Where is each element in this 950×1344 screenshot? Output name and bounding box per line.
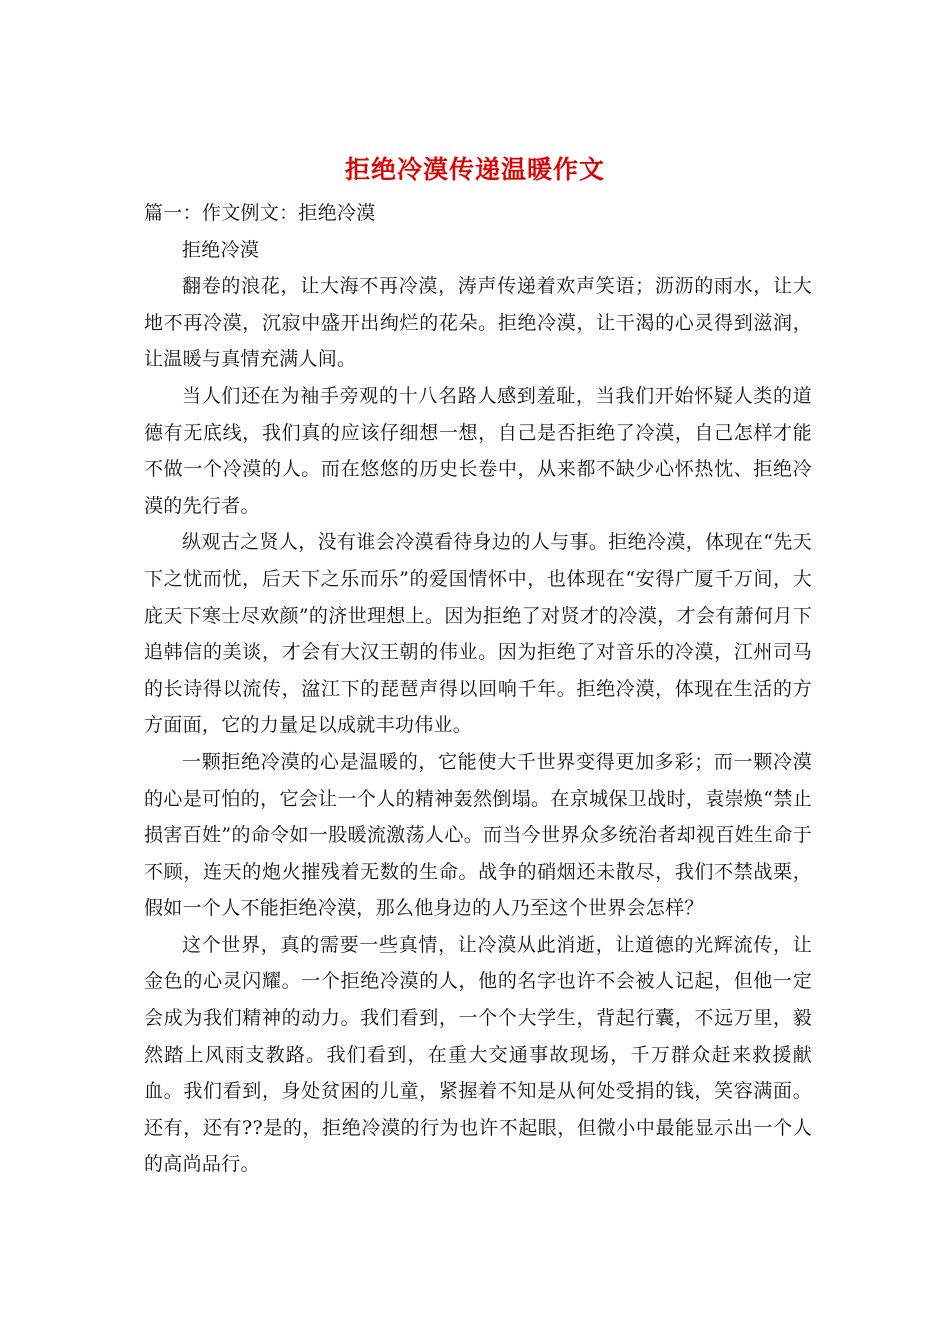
section-heading: 篇一：作文例文：拒绝冷漠 [144,202,376,224]
paragraph: 一颗拒绝冷漠的心是温暖的，它能使大千世界变得更加多彩；而一颗冷漠的心是可怕的，它会让一个人的精神轰然倒塌。在京城保卫战时，袁崇焕“禁止损害百姓”的命令如一股暖流激荡人心。而当今世界众多统治者却视百姓生命于不顾，连天的炮火摧残着无数的生命。战争的硝烟还未散尽，我们不禁战栗，假如一个人不能拒绝冷漠，那么他身边的人乃至这个世界会怎样？ [144,750,812,920]
paragraph: 纵观古之贤人，没有谁会冷漠看待身边的人与事。拒绝冷漠，体现在“先天下之忧而忧，后天下之乐而乐”的爱国情怀中，也体现在“安得广厦千万间，大庇天下寒士尽欢颜”的济世理想上。因为拒绝了对贤才的冷漠，才会有萧何月下追韩信的美谈，才会有大汉王朝的伟业。因为拒绝了对音乐的冷漠，江州司马的长诗得以流传，湓江下的琵琶声得以回响千年。拒绝冷漠，体现在生活的方方面面，它的力量足以成就丰功伟业。 [144,531,812,737]
document-body [144,195,812,1183]
paragraph: 当人们还在为袖手旁观的十八名路人感到羞耻，当我们开始怀疑人类的道德有无底线，我们真的应该仔细想一想，自己是否拒绝了冷漠，自己怎样才能不做一个冷漠的人。而在悠悠的历史长卷中，从来都不缺少心怀热忱、拒绝冷漠的先行者。 [144,384,812,517]
document-title: 拒绝冷漠传递温暖作文 [344,155,605,184]
paragraph: 翻卷的浪花，让大海不再冷漠，涛声传递着欢声笑语；沥沥的雨水，让大地不再冷漠，沉寂中盛开出绚烂的花朵。拒绝冷漠，让干渴的心灵得到滋润，让温暖与真情充满人间。 [144,275,812,371]
paragraph: 这个世界，真的需要一些真情，让冷漠从此消逝，让道德的光辉流传，让金色的心灵闪耀。一个拒绝冷漠的人，他的名字也许不会被人记起，但他一定会成为我们精神的动力。我们看到，一个个大学生，背起行囊，不远万里，毅然踏上风雨支教路。我们看到，在重大交通事故现场，千万群众赶来救援献血。我们看到，身处贫困的儿童，紧握着不知是从何处受捐的钱，笑容满面。还有，还有??是的，拒绝冷漠的行为也许不起眼，但微小中最能显示出一个人的高尚品行。 [144,933,812,1176]
essay-title: 拒绝冷漠 [182,238,260,261]
